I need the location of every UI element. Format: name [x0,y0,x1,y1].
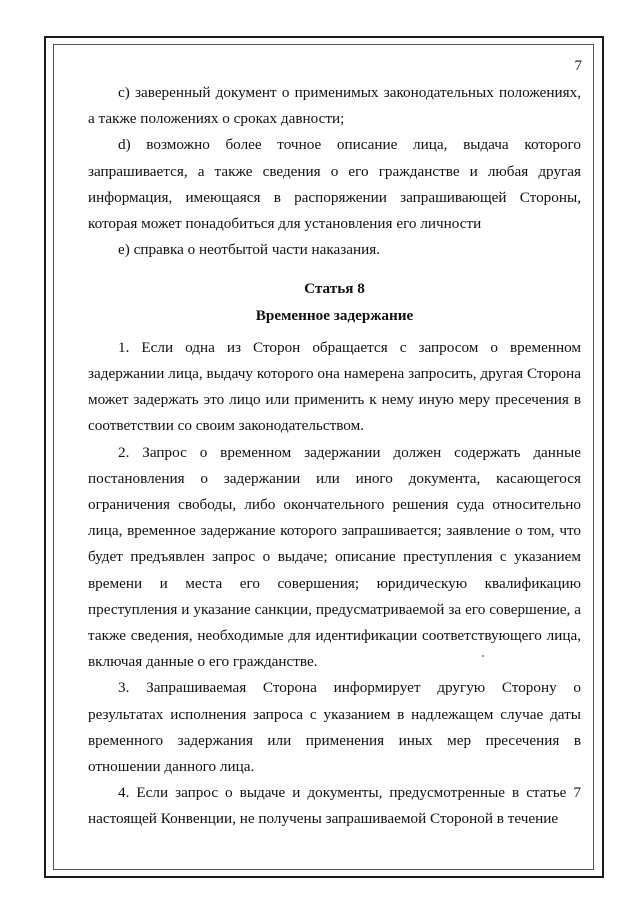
article-title: Временное задержание [255,306,414,324]
article-number: Статья 8 [304,280,365,298]
clause-e: e) справка о неотбытой части наказания. [118,241,381,259]
article-paragraph-1: 1. Если одна из Сторон обращается с запросом о временном задержании лица, выдачу которого она намерена запросить, другая Сторона может задержать это лицо или применить к нему иную меру пресечения в соответствии со своим законодательством. [88,338,581,435]
article-paragraph-3: 3. Запрашиваемая Сторона информирует другую Сторону о результатах исполнения запроса с указанием в надлежащем случае даты временного задержания или применения иных мер пресечения в отношении данного лица. [88,679,581,776]
clause-d: d) возможно более точное описание лица, выдача которого запрашивается, а также сведения о его гражданстве и любая другая информация, имеющаяся в распоряжении запрашивающей Стороны, которая может понадобиться для установления его личности [88,136,581,233]
document-body [88,80,581,833]
article-paragraph-4: 4. Если запрос о выдаче и документы, предусмотренные в статье 7 настоящей Конвенции, не получены запрашиваемой Стороной в течение [88,784,581,828]
article-paragraph-2: 2. Запрос о временном задержании должен содержать данные постановления о задержании или иного документа, касающегося ограничения свободы, либо окончательного решения суда относительно лица, временное задержание которого запрашивается; заявление о том, что будет предъявлен запрос о выдаче; описание преступления с указанием времени и места его совершения; юридическую квалификацию преступления и указание санкции, предусматриваемой за его совершение, а также сведения, необходимые для идентификации соответствующего лица, включая данные о его гражданстве. [88,443,581,671]
page-number: 7 [574,58,582,74]
scan-speck [482,655,484,657]
clause-c: c) заверенный документ о применимых законодательных положениях, а также положениях о сроках давности; [88,84,581,128]
